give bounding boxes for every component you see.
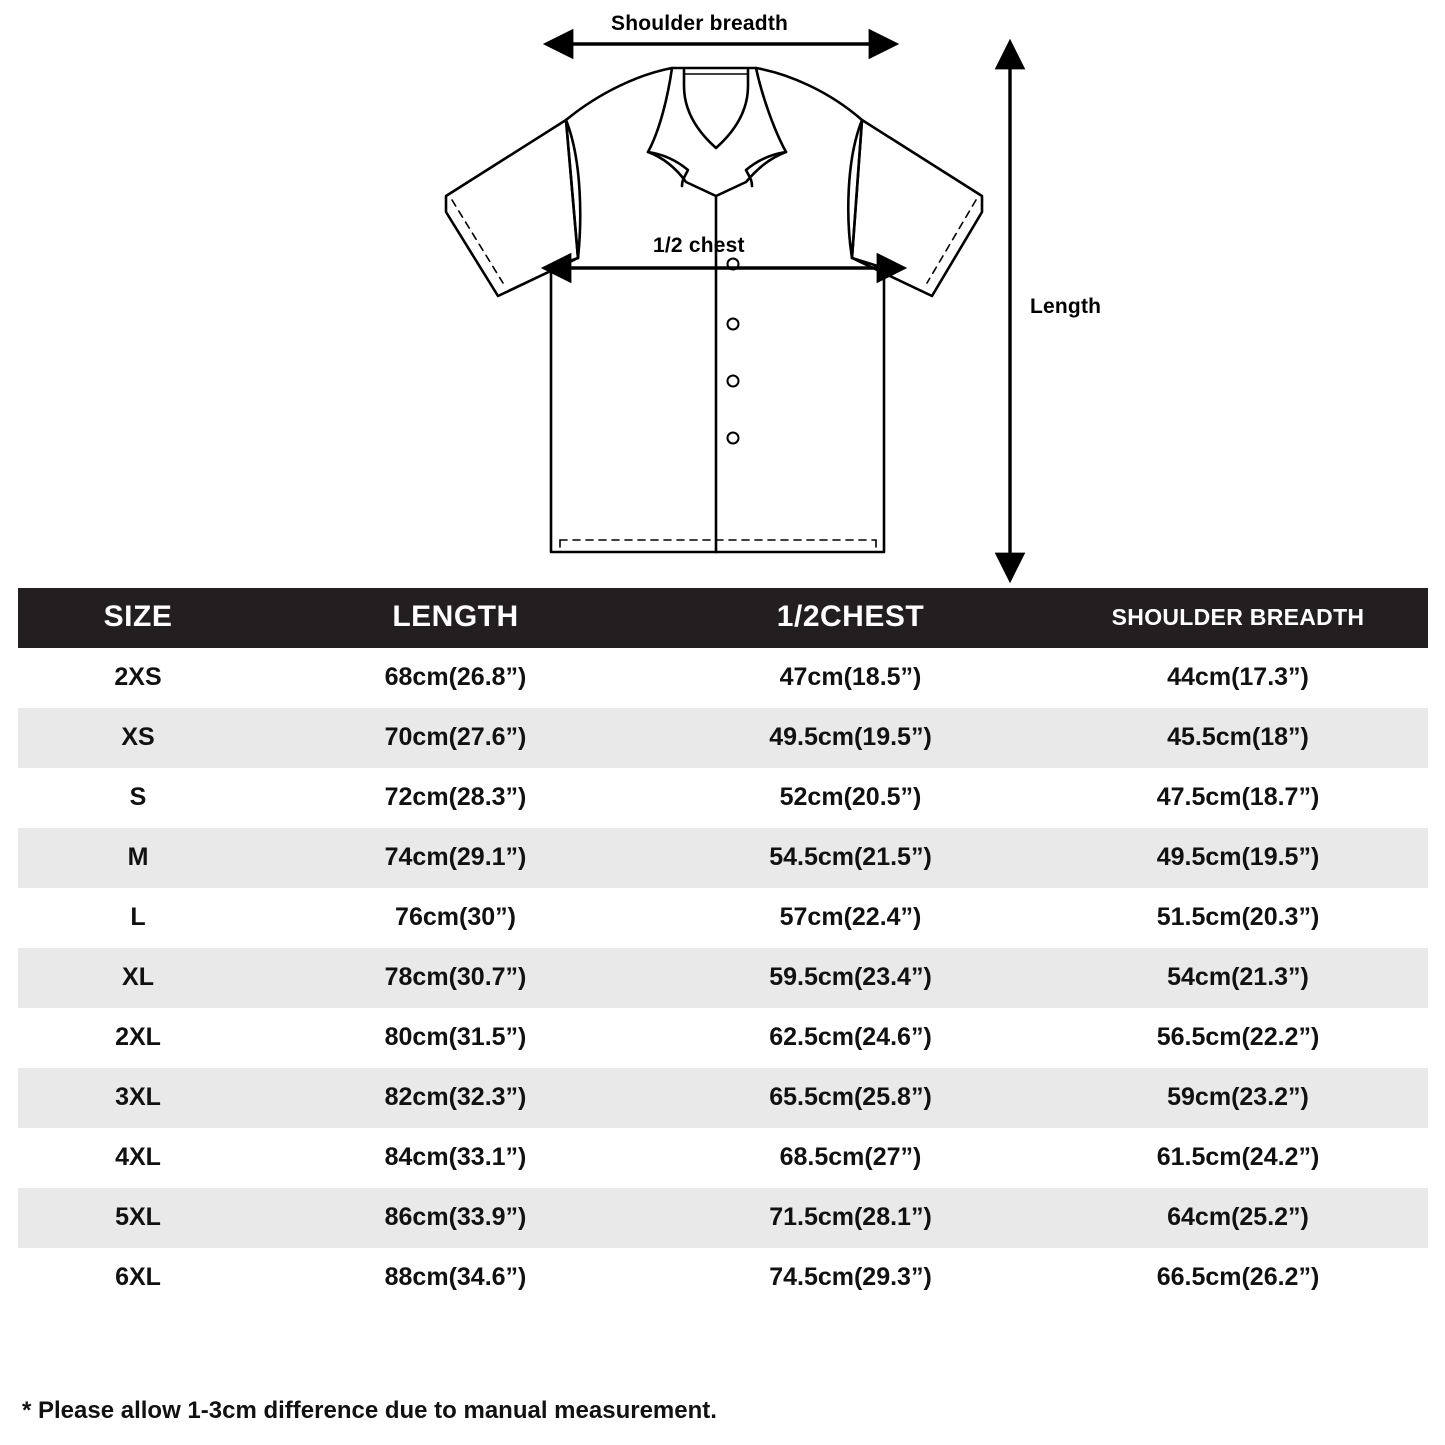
button xyxy=(728,376,739,387)
cell-size: 6XL xyxy=(18,1248,258,1308)
table-row xyxy=(18,828,1428,888)
left-sleeve xyxy=(446,120,578,296)
cell-shoulder: 64cm(25.2”) xyxy=(1048,1188,1428,1248)
cell-size: 2XL xyxy=(18,1008,258,1068)
size-table-body xyxy=(18,648,1428,1308)
cell-length: 74cm(29.1”) xyxy=(258,828,653,888)
collar xyxy=(648,68,786,196)
cell-shoulder: 61.5cm(24.2”) xyxy=(1048,1128,1428,1188)
table-row xyxy=(18,648,1428,708)
cell-size: 2XS xyxy=(18,648,258,708)
cell-shoulder: 59cm(23.2”) xyxy=(1048,1068,1428,1128)
cell-length: 68cm(26.8”) xyxy=(258,648,653,708)
half-chest-label: 1/2 chest xyxy=(653,234,745,257)
left-sleeve-hem xyxy=(452,200,503,283)
button-placket-buttons xyxy=(728,259,739,444)
cell-size: XS xyxy=(18,708,258,768)
cell-shoulder: 49.5cm(19.5”) xyxy=(1048,828,1428,888)
header-length: LENGTH xyxy=(258,588,653,648)
cell-half-chest: 68.5cm(27”) xyxy=(653,1128,1048,1188)
collar-left-notch xyxy=(648,152,688,186)
cell-size: 5XL xyxy=(18,1188,258,1248)
button xyxy=(728,433,739,444)
cell-length: 88cm(34.6”) xyxy=(258,1248,653,1308)
shirt-technical-drawing xyxy=(0,0,1445,590)
button xyxy=(728,319,739,330)
header-half-chest: 1/2CHEST xyxy=(653,588,1048,648)
shirt-body xyxy=(551,68,884,552)
table-row xyxy=(18,888,1428,948)
table-row xyxy=(18,1188,1428,1248)
cell-half-chest: 74.5cm(29.3”) xyxy=(653,1248,1048,1308)
shoulder-breadth-label: Shoulder breadth xyxy=(611,12,789,35)
cell-half-chest: 59.5cm(23.4”) xyxy=(653,948,1048,1008)
cell-half-chest: 49.5cm(19.5”) xyxy=(653,708,1048,768)
cell-half-chest: 47cm(18.5”) xyxy=(653,648,1048,708)
cell-shoulder: 45.5cm(18”) xyxy=(1048,708,1428,768)
table-row xyxy=(18,948,1428,1008)
cell-half-chest: 62.5cm(24.6”) xyxy=(653,1008,1048,1068)
cell-half-chest: 57cm(22.4”) xyxy=(653,888,1048,948)
cell-length: 86cm(33.9”) xyxy=(258,1188,653,1248)
cell-shoulder: 44cm(17.3”) xyxy=(1048,648,1428,708)
table-row xyxy=(18,1248,1428,1308)
table-row xyxy=(18,708,1428,768)
cell-length: 82cm(32.3”) xyxy=(258,1068,653,1128)
header-shoulder-breadth: SHOULDER BREADTH xyxy=(1048,588,1428,648)
cell-shoulder: 56.5cm(22.2”) xyxy=(1048,1008,1428,1068)
cell-length: 70cm(27.6”) xyxy=(258,708,653,768)
cell-shoulder: 54cm(21.3”) xyxy=(1048,948,1428,1008)
cell-size: 4XL xyxy=(18,1128,258,1188)
size-table-head xyxy=(18,588,1428,648)
measurement-footnote: * Please allow 1-3cm difference due to manual measurement. xyxy=(22,1397,717,1424)
cell-length: 78cm(30.7”) xyxy=(258,948,653,1008)
garment-diagram xyxy=(0,0,1445,590)
table-row xyxy=(18,1008,1428,1068)
cell-size: S xyxy=(18,768,258,828)
table-row xyxy=(18,768,1428,828)
cell-length: 84cm(33.1”) xyxy=(258,1128,653,1188)
header-size: SIZE xyxy=(18,588,258,648)
size-table xyxy=(18,588,1428,1308)
collar-right-notch xyxy=(746,152,786,186)
cell-size: L xyxy=(18,888,258,948)
cell-size: 3XL xyxy=(18,1068,258,1128)
cell-shoulder: 51.5cm(20.3”) xyxy=(1048,888,1428,948)
table-row xyxy=(18,1128,1428,1188)
neck-opening xyxy=(684,70,748,148)
table-row xyxy=(18,1068,1428,1128)
cell-half-chest: 54.5cm(21.5”) xyxy=(653,828,1048,888)
cell-size: M xyxy=(18,828,258,888)
cell-shoulder: 47.5cm(18.7”) xyxy=(1048,768,1428,828)
cell-half-chest: 52cm(20.5”) xyxy=(653,768,1048,828)
cell-shoulder: 66.5cm(26.2”) xyxy=(1048,1248,1428,1308)
size-table-wrapper xyxy=(18,588,1428,1308)
table-header-row xyxy=(18,588,1428,648)
cell-half-chest: 71.5cm(28.1”) xyxy=(653,1188,1048,1248)
right-sleeve-hem xyxy=(927,200,976,283)
cell-half-chest: 65.5cm(25.8”) xyxy=(653,1068,1048,1128)
cell-length: 72cm(28.3”) xyxy=(258,768,653,828)
cell-length: 76cm(30”) xyxy=(258,888,653,948)
cell-length: 80cm(31.5”) xyxy=(258,1008,653,1068)
cell-size: XL xyxy=(18,948,258,1008)
length-label: Length xyxy=(1030,295,1102,318)
